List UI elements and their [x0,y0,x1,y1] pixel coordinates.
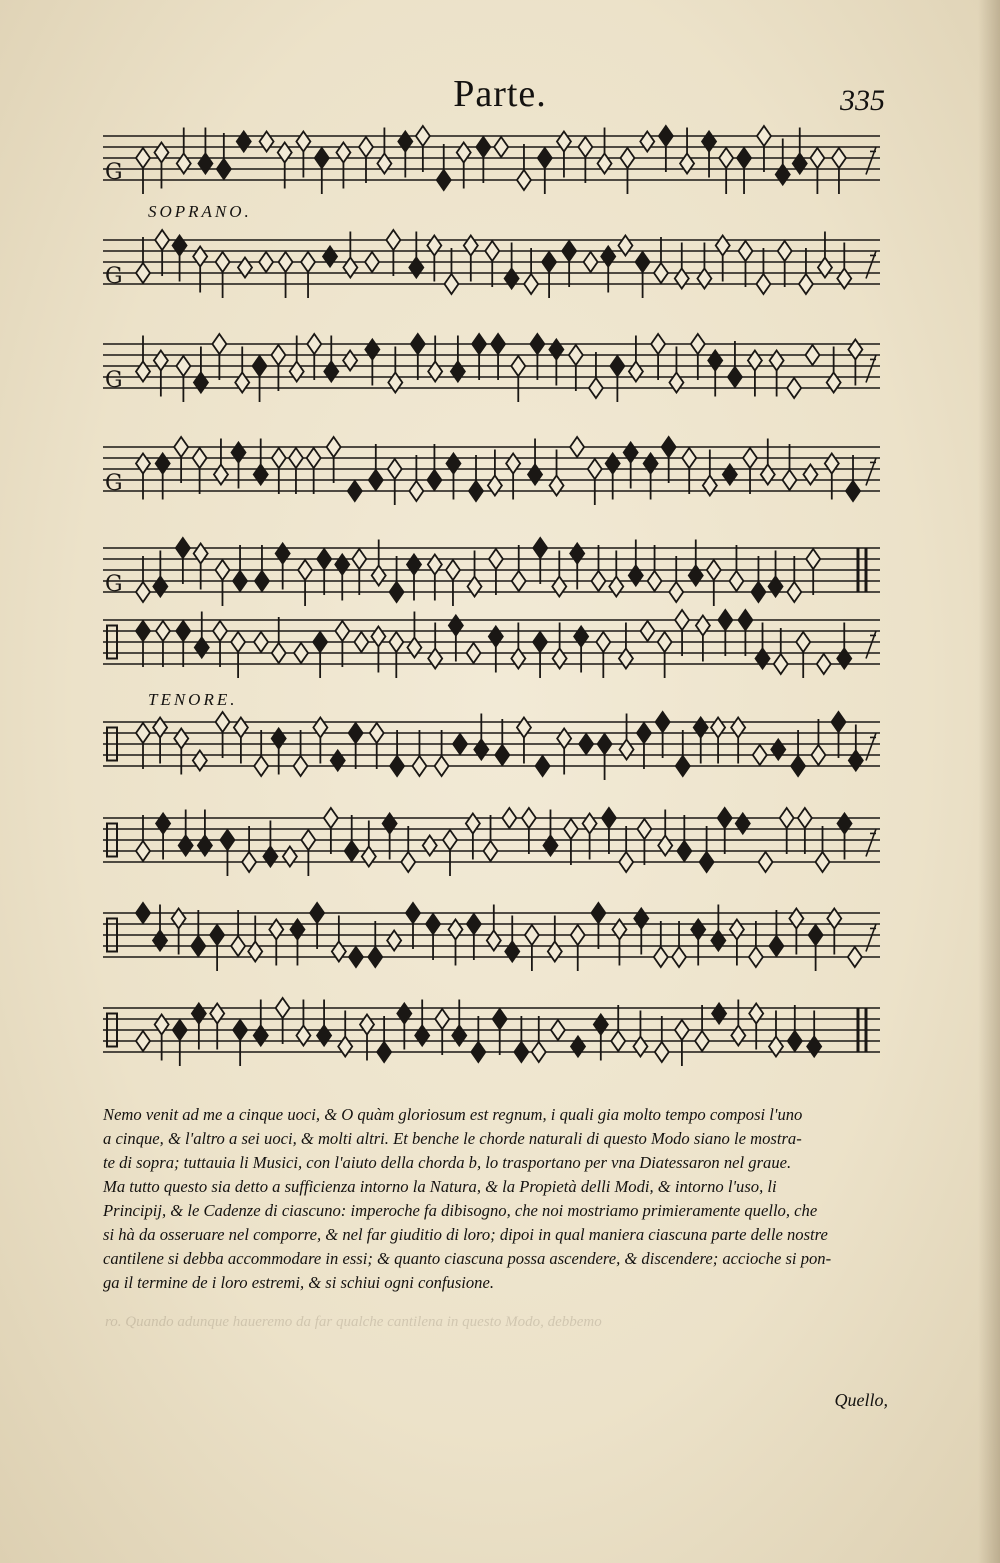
tenore-label: TENORE. [148,690,238,709]
staff [103,808,880,876]
staff [103,126,880,194]
staff [103,610,880,678]
text-line: Nemo venit ad me a cinque uoci, & O quàm gloriosum est regnum, i quali gia molto tempo composi l'uno [103,1105,803,1124]
staff [103,334,880,402]
staff [103,903,880,971]
staff [103,437,880,505]
staff [103,712,880,780]
staff [103,998,880,1066]
catchword: Quello, [834,1390,888,1410]
text-line: ga il termine de i loro estremi, & si schiui ogni confusione. [103,1273,494,1292]
svg-text:G: G [105,159,123,185]
svg-text:G: G [105,571,123,597]
staff [103,230,880,298]
staff [103,538,880,606]
text-line: si hà da osseruare nel comporre, & nel far giuditio di loro; dipoi in qual maniera ciascuna parte delle nostre [103,1225,828,1244]
text-line: Principij, & le Cadenze di ciascuno: imperoche fa dibisogno, che noi mostriamo primieramente quello, che [103,1201,818,1220]
text-line: te di sopra; tuttauia li Musici, con l'aiuto della chorda b, lo trasportano per vna Diatessaron nel graue. [103,1153,792,1172]
svg-text:G: G [105,263,123,289]
text-line: cantilene si debba accommodare in essi; & quanto ciascuna possa ascendere, & discendere; accioche si pon- [103,1249,832,1268]
svg-text:G: G [105,470,123,496]
soprano-label: SOPRANO. [148,202,252,221]
body-text [103,1103,893,1295]
text-line: a cinque, & l'altro a sei uoci, & molti altri. Et benche le chorde naturali di questo Modo siano le mostra- [103,1129,802,1148]
svg-text:G: G [105,367,123,393]
bleed-through-text: ro. Quando adunque haueremo da far qualche cantilena in questo Modo, debbemo [105,1314,602,1330]
running-head: Parte. [453,73,547,115]
text-line: Ma tutto questo sia detto a sufficienza intorno la Natura, & la Propietà delli Modi, & intorno l'uso, li [103,1177,777,1196]
page-number: 335 [840,84,885,117]
